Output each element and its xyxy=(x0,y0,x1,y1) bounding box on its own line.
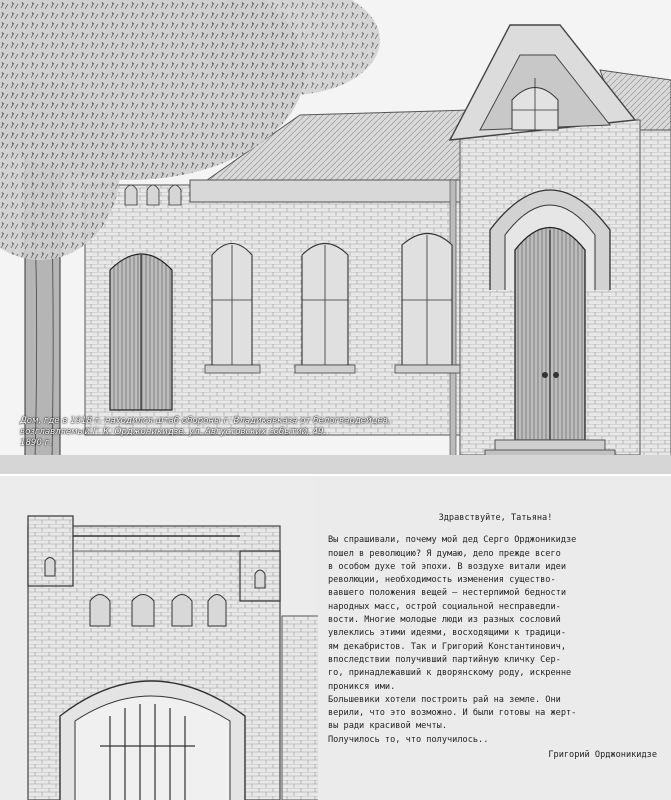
letter-line: пошел в революцию? Я думаю, дело прежде всего xyxy=(328,548,561,559)
letter-line: проникся ими. xyxy=(328,681,396,692)
letter-line: вы ради красивой мечты. xyxy=(328,721,447,732)
letter-line: Получилось то, что получилось.. xyxy=(328,734,489,745)
letter-line: в особом духе той эпохи. В воздухе витали идеи xyxy=(328,561,566,572)
letter-line: ям декабристов. Так и Григорий Константинович, xyxy=(328,641,566,652)
letter-line: революции, необходимость изменения существо- xyxy=(328,575,556,586)
letter-line: народных масс, острой социальной несправедли- xyxy=(328,601,561,612)
caption-line: возглавляемый Г. К. Орджоникидзе. ул. Августовских событий, 49. xyxy=(20,427,327,437)
letter-panel xyxy=(0,476,671,800)
letter-line: впоследствии получивший партийную кличку Сер- xyxy=(328,654,561,665)
letter-signature: Григорий Орджоникидзе xyxy=(548,750,657,761)
letter-line: Большевики хотели построить рай на земле. Они xyxy=(328,694,561,705)
letter-line: го, принадлежавший к дворянскому роду, искренне xyxy=(328,668,572,679)
caption-line: 1890 г. xyxy=(20,438,52,448)
letter-line: вавшего положения вещей – нестерпимой бедности xyxy=(328,588,566,599)
letter-greeting: Здравствуйте, Татьяна! xyxy=(438,513,553,523)
letter-line: вости. Многие молодые люди из разных сословий xyxy=(328,615,561,626)
letter-text xyxy=(328,512,663,762)
photo-caption xyxy=(20,416,400,449)
caption-line: Дом, где в 1918 г. находился штаб обороны г. Владикавказа от белогвардейцев, xyxy=(20,416,391,426)
letter-line: верили, что это возможно. И были готовы на жерт- xyxy=(328,708,577,719)
letter-line: Вы спрашивали, почему мой дед Серго Орджоникидзе xyxy=(328,535,577,546)
letter-line: увлеклись этими идеями, восходящими к традици- xyxy=(328,628,566,639)
